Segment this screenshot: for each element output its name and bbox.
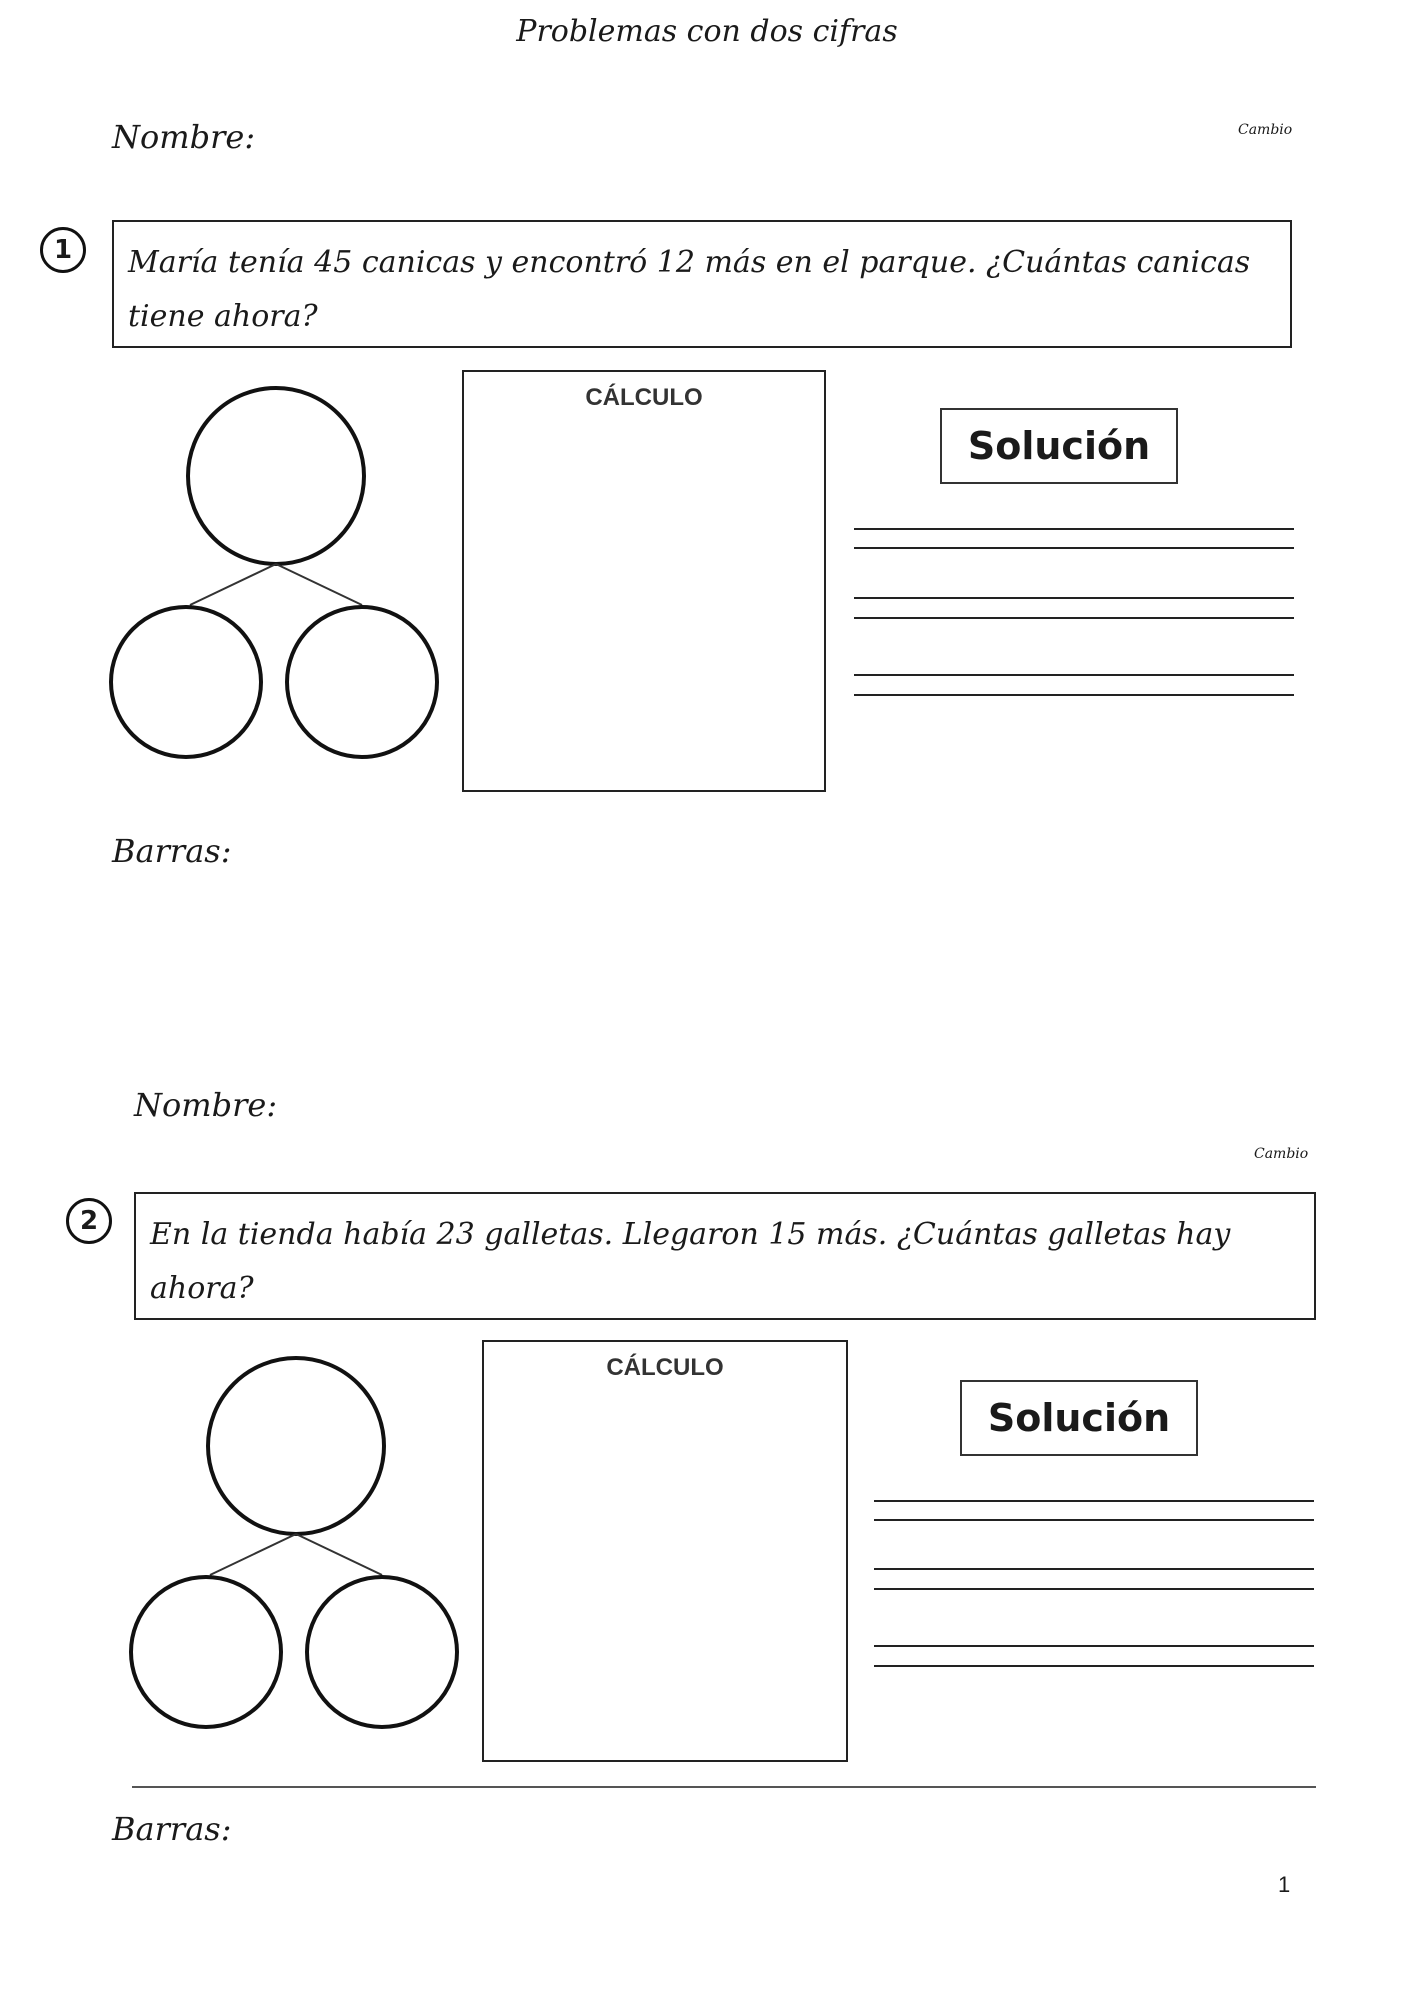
calculation-title: CÁLCULO [585, 384, 703, 411]
answer-line[interactable] [874, 1645, 1314, 1647]
answer-line[interactable] [874, 1665, 1314, 1667]
problem-statement-text: En la tienda había 23 galletas. Llegaron 15 más. ¿Cuántas galletas hay ahora? [150, 1217, 1231, 1306]
page-number: 1 [1278, 1872, 1291, 1897]
part-circle-left [111, 607, 261, 757]
problem-statement-text: María tenía 45 canicas y encontró 12 más en el parque. ¿Cuántas canicas tiene ahora? [128, 245, 1251, 334]
part-circle-right [287, 607, 437, 757]
problem-type-tag: Cambio [1238, 122, 1293, 138]
answer-line[interactable] [874, 1500, 1314, 1502]
name-label: Nombre: [112, 118, 256, 156]
calculation-title: CÁLCULO [606, 1354, 724, 1381]
answer-line[interactable] [854, 547, 1294, 549]
answer-line[interactable] [854, 694, 1294, 696]
page-title: Problemas con dos cifras [516, 14, 898, 49]
number-bond-diagram [120, 1350, 470, 1780]
answer-line[interactable] [874, 1588, 1314, 1590]
answer-line[interactable] [874, 1519, 1314, 1521]
bond-line-left [210, 1534, 296, 1575]
bond-line-right [276, 564, 362, 605]
answer-line[interactable] [854, 674, 1294, 676]
name-label: Nombre: [134, 1086, 278, 1124]
solution-label-box: Solución [940, 408, 1178, 484]
answer-line[interactable] [854, 597, 1294, 599]
bond-line-left [190, 564, 276, 605]
problem-number-badge: 2 [66, 1198, 112, 1244]
problem-number-badge: 1 [40, 227, 86, 273]
whole-circle [188, 388, 364, 564]
problem-statement-box [112, 220, 1292, 348]
calculation-box[interactable] [462, 370, 826, 792]
problem-statement-box [134, 1192, 1316, 1320]
bars-label: Barras: [112, 1810, 232, 1848]
bars-label: Barras: [112, 832, 232, 870]
part-circle-right [307, 1577, 457, 1727]
solution-label-box: Solución [960, 1380, 1198, 1456]
answer-line[interactable] [854, 617, 1294, 619]
bond-line-right [296, 1534, 382, 1575]
problem-type-tag: Cambio [1254, 1146, 1309, 1162]
number-bond-diagram [100, 380, 450, 810]
answer-line[interactable] [854, 528, 1294, 530]
section-divider [132, 1786, 1316, 1788]
answer-line[interactable] [874, 1568, 1314, 1570]
whole-circle [208, 1358, 384, 1534]
calculation-box[interactable] [482, 1340, 848, 1762]
part-circle-left [131, 1577, 281, 1727]
